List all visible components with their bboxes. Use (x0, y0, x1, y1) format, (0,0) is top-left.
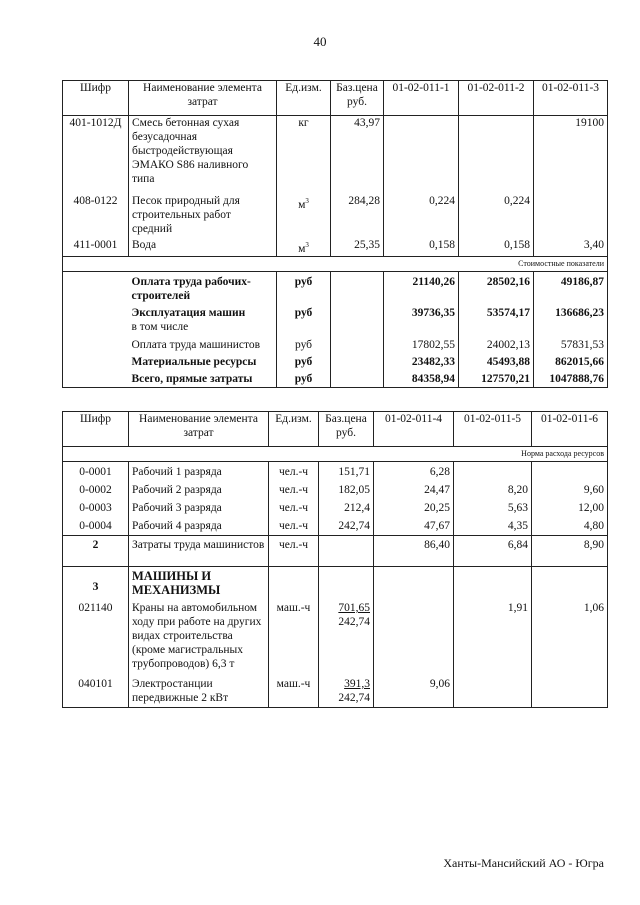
cost-name: Материальные ресурсы (131, 356, 257, 368)
cost-v2: 28502,16 (459, 272, 534, 304)
row-code: 021140 (63, 597, 129, 671)
row-v3 (534, 186, 608, 236)
table-row (63, 303, 608, 320)
cost-unit: руб (277, 334, 331, 352)
row-unit: маш.-ч (269, 597, 319, 671)
header-code: Шифр (63, 81, 129, 116)
cost-v3: 136686,23 (534, 303, 608, 320)
row-v1: 24,47 (374, 479, 454, 497)
row-name: Рабочий 3 разряда (129, 497, 269, 515)
row-v2 (459, 116, 534, 187)
row-price: 151,71 (319, 462, 374, 480)
cost-v3: 57831,53 (534, 334, 608, 352)
header-base-price: Баз.цена руб. (319, 412, 374, 447)
row-v3: 3,40 (534, 236, 608, 257)
row-v3 (532, 462, 608, 480)
header-col2: 01-02-011-2 (459, 81, 534, 116)
cost-v1: 39736,35 (384, 303, 459, 320)
row-name: Рабочий 2 разряда (129, 479, 269, 497)
row-code: 040101 (63, 671, 129, 708)
row-code: 0-0004 (63, 515, 129, 536)
price-underlined: 391,3 (344, 678, 370, 690)
table-row (63, 515, 608, 536)
table-row (63, 479, 608, 497)
section-divider (63, 447, 608, 462)
row-v3: 4,80 (532, 515, 608, 536)
section-divider (63, 257, 608, 272)
cost-unit: руб (277, 303, 331, 320)
cost-unit: руб (277, 369, 331, 388)
header-col6: 01-02-011-6 (532, 412, 608, 447)
table-row (63, 334, 608, 352)
row-v2: 0,224 (459, 186, 534, 236)
cost-v3: 862015,66 (534, 352, 608, 369)
row-name: Затраты труда машинистов (129, 536, 269, 567)
price-underlined: 701,65 (338, 602, 370, 614)
row-code: 401-1012Д (63, 116, 129, 187)
row-code: 2 (63, 536, 129, 567)
table-row (63, 597, 608, 671)
row-v2: 1,91 (454, 597, 532, 671)
cost-v1: 21140,26 (384, 272, 459, 304)
unit-superscript: 3 (305, 197, 309, 205)
table-row (63, 116, 608, 187)
row-name: Песок природный для строительных работ средний (129, 186, 277, 236)
row-unit: маш.-ч (269, 671, 319, 708)
unit-superscript: 3 (305, 241, 309, 249)
estimate-table-1 (62, 80, 608, 388)
section-label: Норма расхода ресурсов (63, 447, 608, 462)
row-name: Рабочий 1 разряда (129, 462, 269, 480)
row-v2: 5,63 (454, 497, 532, 515)
row-code: 411-0001 (63, 236, 129, 257)
section-title: МАШИНЫ И МЕХАНИЗМЫ (129, 567, 269, 598)
cost-v3: 49186,87 (534, 272, 608, 304)
table-row (63, 497, 608, 515)
cost-v2: 53574,17 (459, 303, 534, 320)
cost-v2: 24002,13 (459, 334, 534, 352)
table-row (63, 671, 608, 708)
row-v3: 8,90 (532, 536, 608, 567)
row-v1: 0,158 (384, 236, 459, 257)
row-unit (277, 186, 331, 236)
row-price: 284,28 (331, 186, 384, 236)
row-name: Электростанции передвижные 2 кВт (129, 671, 269, 708)
header-unit: Ед.изм. (277, 81, 331, 116)
table-row (63, 236, 608, 257)
row-name: Рабочий 4 разряда (129, 515, 269, 536)
row-price: 25,35 (331, 236, 384, 257)
row-v2: 6,84 (454, 536, 532, 567)
row-price (319, 597, 374, 671)
row-price: 43,97 (331, 116, 384, 187)
header-col5: 01-02-011-5 (454, 412, 532, 447)
cost-v1: 84358,94 (384, 369, 459, 388)
row-v2: 4,35 (454, 515, 532, 536)
row-v1 (384, 116, 459, 187)
row-name: Краны на автомобильном ходу при работе на других видах строительства (кроме магистральных трубопроводов) 6,3 т (129, 597, 269, 671)
cost-unit: руб (277, 352, 331, 369)
table2-header-row (63, 412, 608, 447)
row-code: 408-0122 (63, 186, 129, 236)
header-col4: 01-02-011-4 (374, 412, 454, 447)
cost-v2: 45493,88 (459, 352, 534, 369)
table1-header-row (63, 81, 608, 116)
row-v2: 8,20 (454, 479, 532, 497)
table-row (63, 462, 608, 480)
row-v1: 86,40 (374, 536, 454, 567)
header-col3: 01-02-011-3 (534, 81, 608, 116)
unit-text: м (298, 243, 306, 255)
cost-v3: 1047888,76 (534, 369, 608, 388)
section-code: 3 (63, 567, 129, 598)
footer-region: Ханты-Мансийский АО - Югра (443, 856, 604, 870)
row-unit: чел.-ч (269, 462, 319, 480)
row-unit: чел.-ч (269, 536, 319, 567)
unit-text: м (298, 199, 306, 211)
header-name: Наименование элемента затрат (129, 412, 269, 447)
row-v1: 9,06 (374, 671, 454, 708)
row-v2 (454, 462, 532, 480)
row-code: 0-0001 (63, 462, 129, 480)
header-base-price: Баз.цена руб. (331, 81, 384, 116)
row-v1: 47,67 (374, 515, 454, 536)
header-unit: Ед.изм. (269, 412, 319, 447)
row-name: Вода (129, 236, 277, 257)
row-v2 (454, 671, 532, 708)
row-code: 0-0003 (63, 497, 129, 515)
row-v3: 1,06 (532, 597, 608, 671)
cost-v1: 17802,55 (384, 334, 459, 352)
section-heading-row (63, 567, 608, 598)
cost-name: Оплата труда рабочих-строителей (131, 276, 251, 302)
row-price: 212,4 (319, 497, 374, 515)
table-row (63, 352, 608, 369)
cost-name: Всего, прямые затраты (129, 369, 277, 388)
row-v3: 19100 (534, 116, 608, 187)
price-secondary: 242,74 (338, 692, 370, 704)
row-v2: 0,158 (459, 236, 534, 257)
table-row (63, 369, 608, 388)
row-unit: чел.-ч (269, 497, 319, 515)
row-unit: чел.-ч (269, 479, 319, 497)
row-v3: 12,00 (532, 497, 608, 515)
cost-name: Эксплуатация машин (131, 307, 246, 319)
row-v3: 9,60 (532, 479, 608, 497)
page-number: 40 (313, 34, 327, 49)
row-unit (277, 236, 331, 257)
row-v1: 20,25 (374, 497, 454, 515)
row-v1 (374, 597, 454, 671)
section-label: Стоимостные показатели (63, 257, 608, 272)
cost-name: в том числе (131, 321, 189, 333)
header-name: Наименование элемента затрат (129, 81, 277, 116)
table-row (63, 320, 608, 334)
row-price (319, 671, 374, 708)
row-price: 242,74 (319, 515, 374, 536)
price-secondary: 242,74 (338, 616, 370, 628)
row-v1: 6,28 (374, 462, 454, 480)
cost-name: Оплата труда машинистов (131, 339, 261, 351)
cost-unit: руб (277, 272, 331, 304)
header-col1: 01-02-011-1 (384, 81, 459, 116)
estimate-table-2 (62, 411, 608, 708)
cost-v1: 23482,33 (384, 352, 459, 369)
row-name: Смесь бетонная сухая безусадочная быстродействующая ЭМАКО S86 наливного типа (129, 116, 277, 187)
row-v3 (532, 671, 608, 708)
row-price: 182,05 (319, 479, 374, 497)
row-v1: 0,224 (384, 186, 459, 236)
header-code: Шифр (63, 412, 129, 447)
row-unit: кг (277, 116, 331, 187)
row-unit: чел.-ч (269, 515, 319, 536)
cost-v2: 127570,21 (459, 369, 534, 388)
table-row (63, 186, 608, 236)
table-row (63, 536, 608, 567)
table-row (63, 272, 608, 304)
row-code: 0-0002 (63, 479, 129, 497)
